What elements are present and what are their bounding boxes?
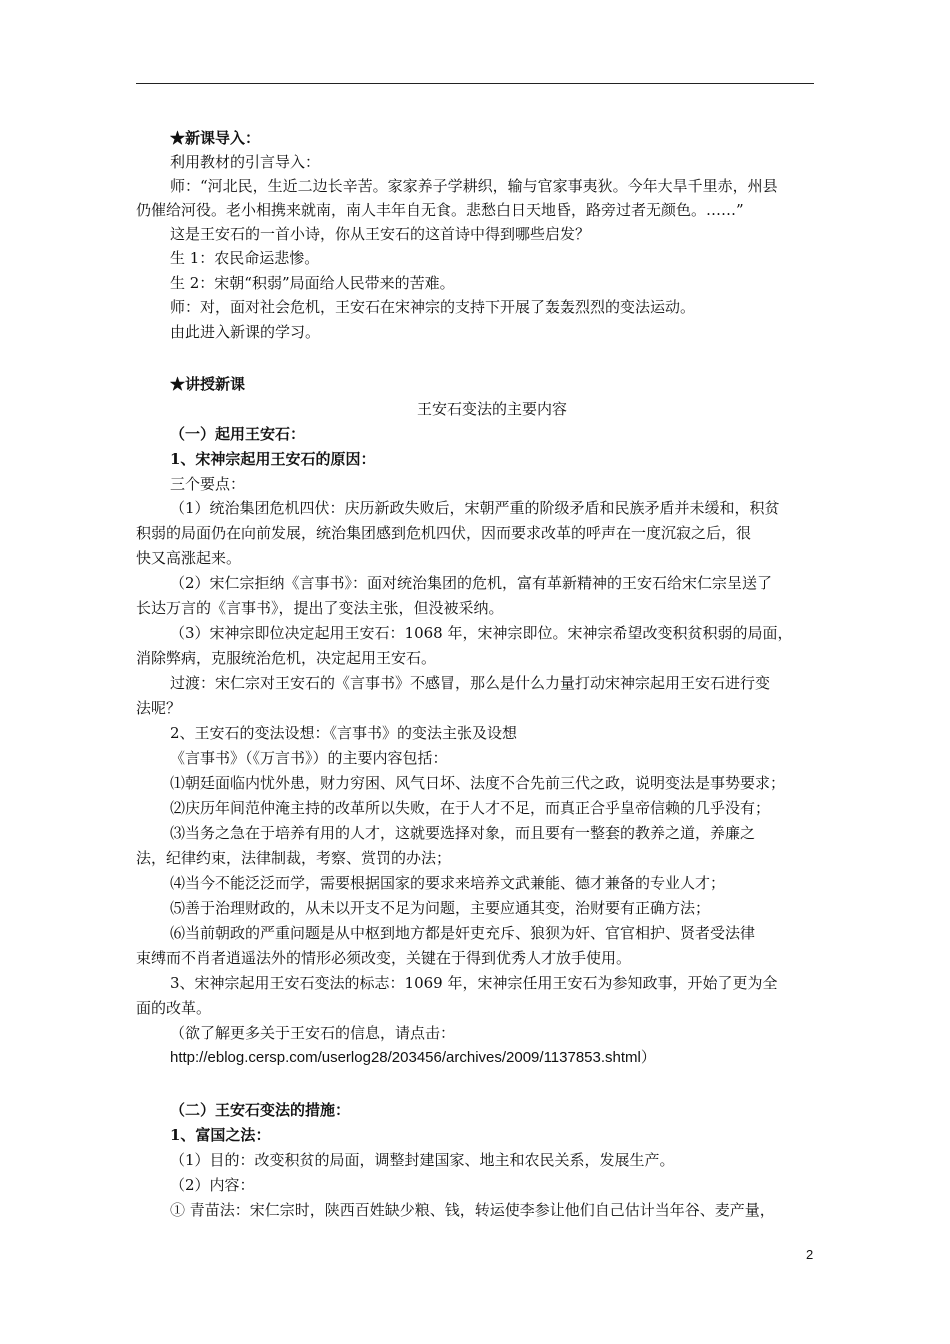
text-line-s1a: 1、宋神宗起用王安石的原因： bbox=[170, 450, 376, 468]
page-number: 2 bbox=[806, 1247, 814, 1262]
text-line-p9b: 积弱的局面仍在向前发展，统治集团感到危机四伏，因而要求改革的呼声在一度沉寂之后，很 bbox=[136, 524, 752, 542]
header-rule bbox=[136, 83, 814, 84]
text-line-p11a: （3）宋神宗即位决定起用王安石：1068 年，宋神宗即位。宋神宗希望改变积贫积弱的局面， bbox=[170, 624, 793, 642]
text-line-p12b: 法呢？ bbox=[136, 699, 182, 717]
text-line-l1: ⑴朝廷面临内忧外患，财力穷困、风气日坏、法度不合先前三代之政，说明变法是事势要求； bbox=[170, 774, 786, 792]
text-line-l3b: 法，纪律约束，法律制裁，考察、赏罚的办法； bbox=[136, 849, 452, 867]
text-line-s3a: 3、宋神宗起用王安石变法的标志：1069 年，宋神宗任用王安石为参知政事，开始了更为全 bbox=[170, 974, 778, 992]
text-line-p6: 师：对，面对社会危机，王安石在宋神宗的支持下开展了轰轰烈烈的变法运动。 bbox=[170, 298, 696, 316]
text-line-p13: 《言事书》（《万言书》）的主要内容包括： bbox=[170, 749, 448, 767]
text-line-p10a: （2）宋仁宗拒纳《言事书》：面对统治集团的危机，富有革新精神的王安石给宋仁宗呈送了 bbox=[170, 574, 773, 592]
text-line-l4: ⑷当今不能泛泛而学，需要根据国家的要求来培养文武兼能、德才兼备的专业人才； bbox=[170, 874, 726, 892]
text-line-p7: 由此进入新课的学习。 bbox=[170, 323, 321, 341]
text-line-title: 王安石变法的主要内容 bbox=[416, 400, 567, 418]
text-line-p3: 这是王安石的一首小诗，你从王安石的这首诗中得到哪些启发？ bbox=[170, 225, 591, 243]
text-line-p1: 利用教材的引言导入： bbox=[170, 153, 321, 171]
text-line-p10b: 长达万言的《言事书》，提出了变法主张，但没被采纳。 bbox=[136, 599, 504, 617]
text-line-l5: ⑸善于治理财政的，从未以开支不足为问题，主要应通其变，治财要有正确方法； bbox=[170, 899, 711, 917]
text-line-s3b: 面的改革。 bbox=[136, 999, 212, 1017]
text-line-p15: （1）目的：改变积贫的局面，调整封建国家、地主和农民关系，发展生产。 bbox=[170, 1151, 675, 1169]
text-line-l6b: 束缚而不肖者逍遥法外的情形必须改变，关键在于得到优秀人才放手使用。 bbox=[136, 949, 632, 967]
text-line-h2: ★讲授新课 bbox=[170, 375, 246, 393]
text-line-p8: 三个要点： bbox=[170, 475, 246, 493]
text-line-p16: （2）内容： bbox=[170, 1176, 255, 1194]
text-line-l6a: ⑹当前朝政的严重问题是从中枢到地方都是奸吏充斥、狼狈为奸、官官相护、贤者受法律 bbox=[170, 924, 756, 942]
text-line-p12a: 过渡：宋仁宗对王安石的《言事书》不感冒，那么是什么力量打动宋神宗起用王安石进行变 bbox=[170, 674, 771, 692]
text-line-p4: 生 1：农民命运悲惨。 bbox=[170, 249, 320, 267]
text-line-p14: （欲了解更多关于王安石的信息，请点击： bbox=[170, 1024, 456, 1042]
text-line-l3a: ⑶当务之急在于培养有用的人才，这就要选择对象，而且要有一整套的教养之道，养廉之 bbox=[170, 824, 756, 842]
text-line-s4a: 1、富国之法： bbox=[170, 1126, 271, 1144]
text-line-p17: ① 青苗法：宋仁宗时，陕西百姓缺少粮、钱，转运使李参让他们自己估计当年谷、麦产量， bbox=[170, 1201, 775, 1219]
text-line-l2: ⑵庆历年间范仲淹主持的改革所以失败，在于人才不足，而真正合乎皇帝信赖的几乎没有； bbox=[170, 799, 771, 817]
text-line-p9a: （1）统治集团危机四伏：庆历新政失败后，宋朝严重的阶级矛盾和民族矛盾并未缓和，积贫 bbox=[170, 499, 780, 517]
text-line-p2a: 师：“河北民，生近二边长辛苦。家家养子学耕织，输与官家事夷狄。今年大旱千里赤，州县 bbox=[170, 177, 778, 195]
text-line-p11b: 消除弊病，克服统治危机，决定起用王安石。 bbox=[136, 649, 437, 667]
text-line-p9c: 快又高涨起来。 bbox=[136, 549, 242, 567]
text-line-s4: （二）王安石变法的措施： bbox=[170, 1101, 351, 1119]
text-line-p2b: 仍催给河役。老小相携来就南，南人丰年自无食。悲愁白日天地昏，路旁过者无颜色。……” bbox=[136, 201, 744, 219]
text-line-s2: 2、王安石的变法设想：《言事书》的变法主张及设想 bbox=[170, 724, 518, 742]
text-line-s1: （一）起用王安石： bbox=[170, 425, 306, 443]
text-line-url[interactable]: http://eblog.cersp.com/userlog28/203456/archives/2009/1137853.shtml） bbox=[170, 1049, 656, 1066]
text-line-h1: ★新课导入： bbox=[170, 129, 261, 147]
text-line-p5: 生 2：宋朝“积弱”局面给人民带来的苦难。 bbox=[170, 274, 455, 292]
